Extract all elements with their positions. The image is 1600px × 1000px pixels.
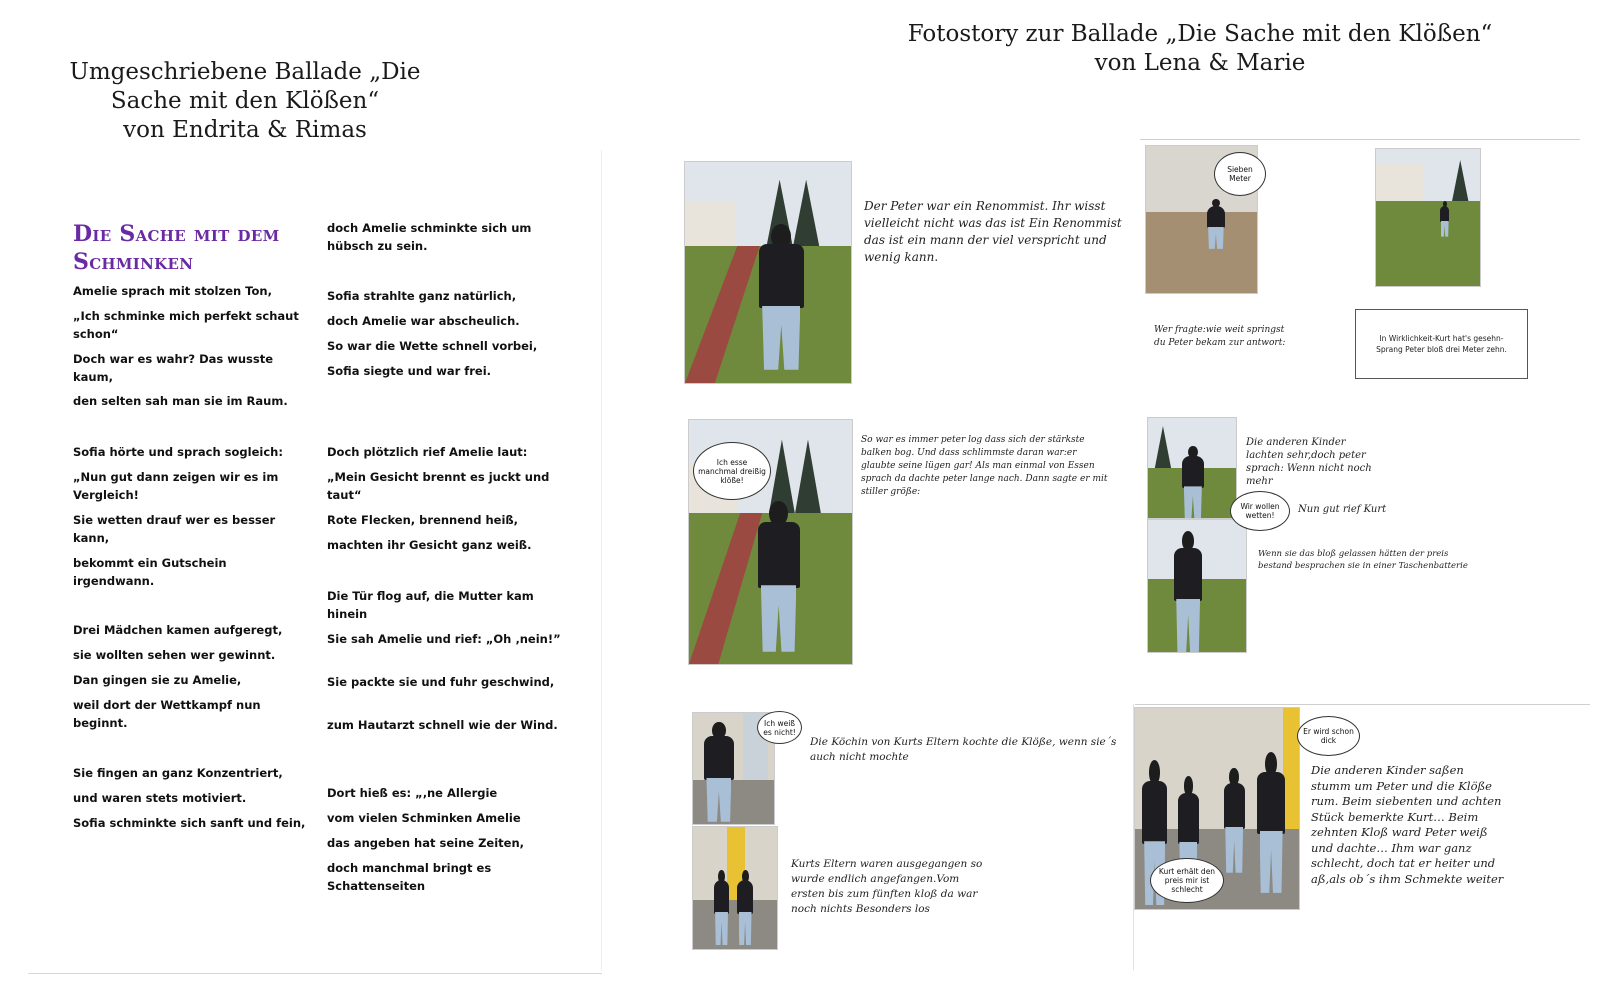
photo-person	[751, 224, 811, 370]
ballad-line: Sie wetten drauf wer es besser kann,	[73, 513, 276, 545]
photo-peter-standing	[684, 161, 852, 384]
right-heading	[880, 20, 1520, 78]
person-legs	[1208, 227, 1224, 249]
person-body	[737, 880, 752, 913]
person-legs	[1176, 599, 1200, 652]
photo-person	[711, 870, 731, 946]
ballad-line: Sofia schminkte sich sanft und fein,	[73, 816, 306, 830]
ballad-line: Rote Flecken, brennend heiß,	[327, 513, 519, 527]
ballad-line: Die Tür flog auf, die Mutter kam hinein	[327, 589, 534, 621]
photo-ground	[1146, 212, 1257, 293]
person-body	[1207, 206, 1226, 228]
person-body	[1182, 456, 1203, 488]
photo-grass	[1376, 201, 1480, 286]
speech-bubble-ich-esse: Ich esse manchmal dreißig klöße!	[693, 442, 771, 500]
caption-eltern-ausgegangen: Kurts Eltern waren ausgegangen so wurde endlich angefangen.Vom ersten bis zum fünften kloß da war noch nichts Besonders los	[791, 858, 983, 915]
ballad-line: „Mein Gesicht brennt es juckt und taut“	[327, 470, 550, 502]
ballad-line: Sofia hörte und sprach sogleich:	[73, 445, 283, 459]
ballad-line: den selten sah man sie im Raum.	[73, 394, 288, 408]
ballad-line: doch Amelie schminkte sich um hübsch zu sein.	[327, 221, 532, 253]
right-heading-line: von Lena & Marie	[1094, 50, 1306, 76]
person-legs	[739, 912, 752, 945]
ballad-column-2	[327, 220, 562, 900]
ballad-line: Dan gingen sie zu Amelie,	[73, 673, 242, 687]
separator-line	[1140, 139, 1580, 140]
ballad-line: weil dort der Wettkampf nun beginnt.	[73, 698, 261, 730]
person-body	[1257, 772, 1284, 834]
person-body	[758, 522, 800, 589]
ballad-line: Sofia strahlte ganz natürlich,	[327, 289, 517, 303]
ballad-line: Amelie sprach mit stolzen Ton,	[73, 284, 272, 298]
photo-hallway-walk	[692, 826, 778, 950]
ballad-line: Sie packte sie und fuhr geschwind,	[327, 675, 555, 689]
person-body	[714, 880, 729, 913]
left-page	[0, 0, 610, 980]
person-body	[1142, 781, 1167, 845]
box-wirklichkeit: In Wirklichkeit-Kurt hat's gesehn- Sprang Peter bloß drei Meter zehn.	[1355, 309, 1528, 379]
person-legs	[1260, 831, 1283, 893]
caption-kinder-stumm: Die anderen Kinder saßen stumm um Peter und die Klöße rum. Beim siebenten und achten Stück bemerkte Kurt… Beim zehnten Kloß ward Peter weiß und dachte… Ihm war ganz schlecht, doch tat er heiter und aß,als ob´s ihm Schmekte weiter	[1311, 763, 1504, 886]
caption-koechin: Die Köchin von Kurts Eltern kochte die Klöße, wenn sie´s auch nicht mochte	[810, 736, 1117, 763]
person-body	[1440, 206, 1449, 222]
caption-wenn-sie: Wenn sie das bloß gelassen hätten der preis bestand besprachen sie in einer Taschenbatterie	[1258, 549, 1468, 571]
speech-bubble-sieben-meter: Sieben Meter	[1214, 152, 1266, 196]
ballad-line: Doch war es wahr? Das wusste kaum,	[73, 352, 274, 384]
person-body	[1224, 783, 1245, 829]
caption-nun-gut: Nun gut rief Kurt	[1298, 504, 1387, 515]
photo-kids-laughing	[1147, 417, 1237, 519]
speech-bubble-ich-weiss: Ich weiß es nicht!	[757, 711, 802, 744]
ballad-line: machten ihr Gesicht ganz weiß.	[327, 538, 532, 552]
ballad-line: das angeben hat seine Zeiten,	[327, 836, 524, 850]
photo-person	[1220, 768, 1248, 873]
photo-person	[1204, 199, 1228, 249]
ballad-column-1	[73, 283, 308, 863]
person-legs	[761, 585, 796, 652]
ballad-line: doch manchmal bringt es Schattenseiten	[327, 861, 492, 893]
photo-field	[1375, 148, 1481, 287]
photo-person	[1179, 446, 1207, 518]
ballad-line: Sofia siegte und war frei.	[327, 364, 492, 378]
photo-person	[751, 501, 806, 652]
person-legs	[1225, 827, 1243, 873]
person-body	[704, 736, 734, 780]
ballad-line: „Ich schminke mich perfekt schaut schon“	[73, 309, 299, 341]
ballad-line: doch Amelie war abscheulich.	[327, 314, 520, 328]
speech-bubble-wetten: Wir wollen wetten!	[1230, 491, 1290, 531]
ballad-line: Drei Mädchen kamen aufgeregt,	[73, 623, 283, 637]
ballad-line: bekommt ein Gutschein irgendwann.	[73, 556, 227, 588]
ballad-line: zum Hautarzt schnell wie der Wind.	[327, 718, 558, 732]
ballad-line: „Nun gut dann zeigen wir es im Vergleich!	[73, 470, 279, 502]
person-legs	[1441, 221, 1449, 237]
right-heading-line: Fotostory zur Ballade „Die Sache mit den Klößen“	[907, 21, 1493, 47]
caption-renommist: Der Peter war ein Renommist. Ihr wisst vielleicht nicht was das ist Ein Renommist das ist ein mann der viel verspricht und wenig kann.	[864, 199, 1122, 264]
person-legs	[715, 912, 728, 945]
caption-wer-fragte: Wer fragte:wie weit springst du Peter bekam zur antwort:	[1154, 325, 1286, 348]
photo-handshake	[1147, 519, 1247, 653]
person-legs	[706, 778, 731, 822]
ballad-line: vom vielen Schminken Amelie	[327, 811, 521, 825]
left-heading	[60, 58, 430, 145]
photo-person	[735, 870, 755, 946]
photo-person	[699, 722, 738, 822]
caption-peter-log: So war es immer peter log dass sich der stärkste balken bog. Und dass schlimmste daran war:er glaubte seine lügen gar! Als man einmal von Essen sprach da dachte peter lange nach. Dann sagte er mit stiller größe:	[861, 435, 1108, 497]
person-legs	[762, 306, 800, 370]
left-heading-line: von Endrita & Rimas	[123, 117, 367, 143]
ballad-line: Sie sah Amelie und rief: „Oh ‚nein!”	[327, 632, 561, 646]
ballad-line: Sie fingen an ganz Konzentriert,	[73, 766, 283, 780]
photo-person	[1170, 531, 1207, 652]
speech-bubble-er-wird-dick: Er wird schon dick	[1297, 716, 1360, 756]
person-body	[759, 244, 804, 308]
ballad-line: sie wollten sehen wer gewinnt.	[73, 648, 276, 662]
person-body	[1178, 793, 1199, 844]
ballad-line: Dort hieß es: „‚ne Allergie	[327, 786, 498, 800]
ballad-title: Die Sache mit dem Schminken	[73, 221, 280, 275]
photo-person	[1438, 201, 1450, 237]
speech-bubble-kurt-preis: Kurt erhält den preis mir ist schlecht	[1150, 858, 1224, 903]
photo-person	[1253, 752, 1289, 893]
ballad-line: So war die Wette schnell vorbei,	[327, 339, 538, 353]
left-heading-line: Sache mit den Klößen“	[110, 88, 380, 114]
ballad-line: Doch plötzlich rief Amelie laut:	[327, 445, 528, 459]
page-bottom-rule	[28, 973, 602, 974]
left-heading-line: Umgeschriebene Ballade „Die	[69, 59, 421, 85]
caption-kinder-lachten: Die anderen Kinder lachten sehr,doch peter sprach: Wenn nicht noch mehr	[1246, 437, 1372, 487]
person-legs	[1184, 486, 1202, 518]
person-body	[1174, 548, 1202, 601]
page-divider	[601, 150, 602, 970]
ballad-line: und waren stets motiviert.	[73, 791, 247, 805]
separator-line	[1135, 704, 1590, 705]
